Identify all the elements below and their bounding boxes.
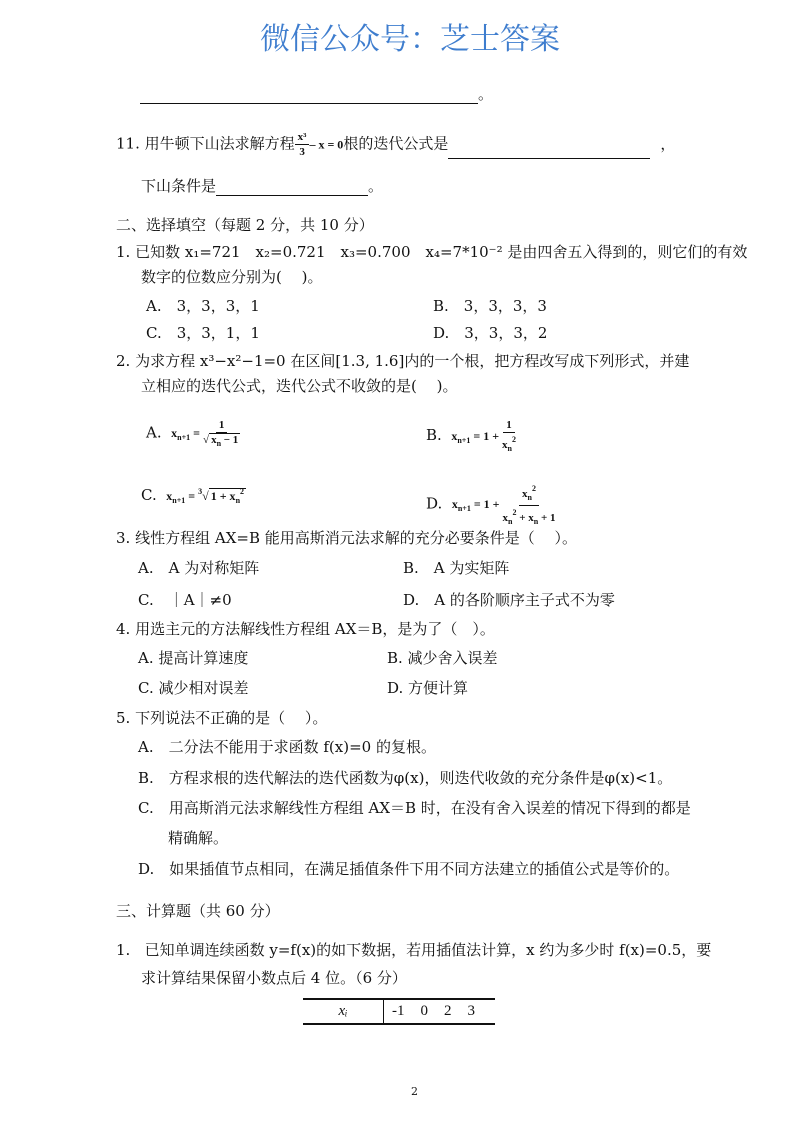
formula-a: $x_{n+1}$ = $\frac{1}{√ x_n - 1}$ (171, 419, 239, 448)
table-cell: 2 (436, 999, 460, 1024)
option-a: A. 二分法不能用于求函数 f(x)=0 的复根。 (138, 738, 436, 756)
question-text: 根的迭代公式是 (343, 134, 449, 153)
section-2-title: 二、选择填空（每题 2 分，共 10 分） (116, 216, 374, 234)
watermark: 微信公众号：芝士答案 (260, 22, 560, 57)
option-c: C. 3，3，1，1 (146, 324, 260, 342)
option-c: C. ｜A｜≠0 (138, 591, 232, 609)
option-a: A. 提高计算速度 (138, 649, 249, 667)
formula-c: $x_{n+1} = ^3√$ $1 + x_n^2$ (166, 487, 245, 505)
option-b: B. 3，3，3，3 (433, 297, 547, 315)
question-11-condition: 下山条件是 。 (141, 177, 384, 195)
option-b: B. $x_{n+1} = 1$ + $\frac{1}{x_n^2}$ (426, 419, 516, 453)
page-number: 2 (411, 1085, 418, 1098)
s2-question-1: 1. 已知数 x₁=721 x₂=0.721 x₃=0.700 x₄=7*10⁻² 是由四舍五入得到的，则它们的有效 (116, 243, 748, 261)
s2-question-2: 2. 为求方程 x³−x²−1=0 在区间[1.3, 1.6]内的一个根，把方程改写成下列形式，并建 (116, 352, 690, 370)
s2-question-5: 5. 下列说法不正确的是（ ）。 (116, 709, 328, 727)
table-cell: 0 (413, 999, 437, 1024)
question-text: 数字的位数应分别为( )。 (141, 268, 323, 286)
period: 。 (478, 85, 494, 103)
table-header: xᵢ (303, 999, 384, 1024)
s2-question-4: 4. 用选主元的方法解线性方程组 AX＝B，是为了（ ）。 (116, 620, 495, 638)
option-d: D. 方便计算 (387, 679, 469, 697)
option-b: B. A 为实矩阵 (403, 559, 510, 577)
option-c: C. $x_{n+1} = ^3√$ $1 + x_n^2$ (141, 486, 245, 505)
option-b: B. 减少舍入误差 (387, 649, 498, 667)
s3-question-1: 1. 已知单调连续函数 y=f(x)的如下数据，若用插值法计算，x 约为多少时 f(x)=0.5，要 (116, 941, 712, 959)
option-a: A. A 为对称矩阵 (138, 559, 260, 577)
table-cell: 3 (460, 999, 496, 1024)
equation: – x = 0 (309, 137, 344, 152)
question-11: 11. 用牛顿下山法求解方程 $\frac{\text{x³}}{3}$ – x = 0根的迭代公式是 ， (116, 131, 676, 158)
option-d: D. A 的各阶顺序主子式不为零 (403, 591, 615, 609)
answer-blank[interactable] (448, 144, 650, 159)
formula-d: $x_{n+1} = 1$ + $\frac{x_n^2}{x_n^2 + x_n + 1}$ (451, 484, 556, 526)
data-table (303, 998, 495, 1025)
option-d: D. 3，3，3，2 (433, 324, 548, 342)
option-c-cont: 精确解。 (168, 829, 229, 847)
table-cell: -1 (384, 999, 413, 1024)
option-b: B. 方程求根的迭代解法的迭代函数为φ(x)，则迭代收敛的充分条件是φ(x)<1。 (138, 769, 673, 787)
section-3-title: 三、计算题（共 60 分） (116, 902, 280, 920)
option-a: A. 3，3，3，1 (146, 297, 260, 315)
question-text: 求计算结果保留小数点后 4 位。（6 分） (141, 969, 407, 987)
question-text: 用牛顿下山法求解方程 (144, 134, 295, 153)
answer-blank[interactable] (216, 181, 368, 196)
option-d: D. 如果插值节点相同，在满足插值条件下用不同方法建立的插值公式是等价的。 (138, 860, 680, 878)
option-c: C. 用高斯消元法求解线性方程组 AX＝B 时，在没有舍入误差的情况下得到的都是 (138, 799, 691, 817)
option-c: C. 减少相对误差 (138, 679, 249, 697)
formula-b: $x_{n+1} = 1$ + $\frac{1}{x_n^2}$ (451, 419, 516, 453)
answer-blank-line (140, 84, 493, 104)
option-d: D. $x_{n+1} = 1$ + $\frac{x_n^2}{x_n^2 + x_n + 1}$ (426, 484, 556, 526)
table-row (303, 999, 495, 1024)
question-text: 立相应的迭代公式，迭代公式不收敛的是( )。 (141, 377, 458, 395)
equation-fraction: $\frac{\text{x³}}{3}$ (295, 130, 310, 159)
question-number: 11. (116, 134, 140, 153)
s2-question-3: 3. 线性方程组 AX=B 能用高斯消元法求解的充分必要条件是（ ）。 (116, 529, 578, 547)
option-a: A. $x_{n+1}$ = $\frac{1}{√ x_n - 1}$ (146, 419, 239, 448)
